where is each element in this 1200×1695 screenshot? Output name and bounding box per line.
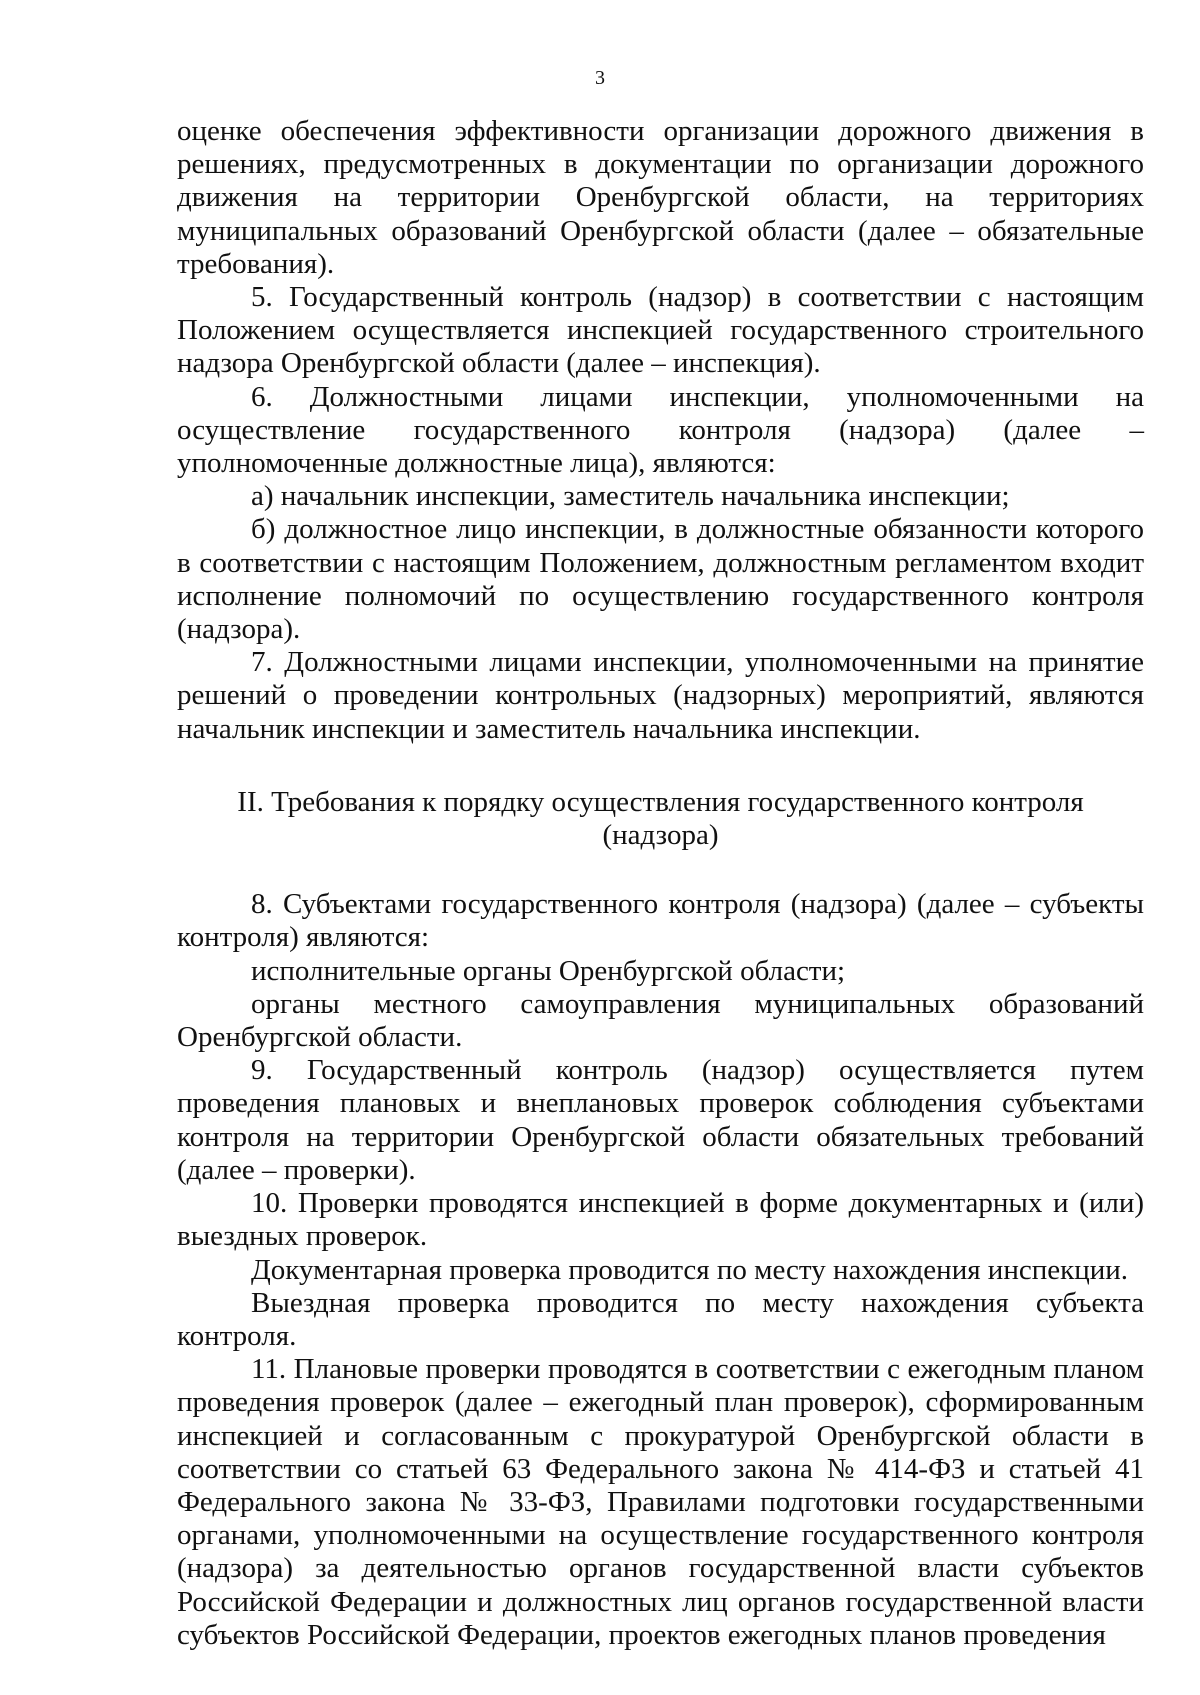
- paragraph-8: 8. Субъектами государственного контроля (надзора) (далее – субъекты контроля) являются:: [177, 888, 1144, 954]
- paragraph-6a: а) начальник инспекции, заместитель начальника инспекции;: [251, 480, 1010, 513]
- section-heading: II. Требования к порядку осуществления государственного контроля (надзора): [237, 785, 1084, 852]
- document-body: [177, 115, 1144, 1652]
- paragraph-8-item-2: органы местного самоуправления муниципальных образований Оренбургской области.: [177, 987, 1144, 1054]
- paragraph-continuation: оценке обеспечения эффективности организации дорожного движения в решениях, предусмотренных в документации по организации дорожного движения на территории Оренбургской области, на территориях муниципальных образований Оренбургской области (далее – обязательные требования).: [177, 115, 1144, 280]
- paragraph-10-documentary: Документарная проверка проводится по месту нахождения инспекции.: [251, 1253, 1129, 1286]
- paragraph-9: 9. Государственный контроль (надзор) осуществляется путем проведения плановых и внеплановых проверок соблюдения субъектами контроля на территории Оренбургской области обязательных требований (далее – проверки).: [177, 1054, 1144, 1186]
- paragraph-10: 10. Проверки проводятся инспекцией в форме документарных и (или) выездных проверок.: [177, 1187, 1144, 1253]
- paragraph-5: 5. Государственный контроль (надзор) в соответствии с настоящим Положением осуществляется инспекцией государственного строительного надзора Оренбургской области (далее – инспекция).: [177, 281, 1144, 380]
- page-number: 3: [595, 67, 605, 89]
- paragraph-7: 7. Должностными лицами инспекции, уполномоченными на принятие решений о проведении контрольных (надзорных) мероприятий, являются начальник инспекции и заместитель начальника инспекции.: [177, 646, 1144, 745]
- paragraph-6: 6. Должностными лицами инспекции, уполномоченными на осуществление государственного контроля (надзора) (далее – уполномоченные должностные лица), являются:: [177, 380, 1144, 480]
- paragraph-11: 11. Плановые проверки проводятся в соответствии с ежегодным планом проведения проверок (далее – ежегодный план проверок), сформированным инспекцией и согласованным с прокуратурой Оренбургской области в соответствии со статьей 63 Федерального закона № 414-ФЗ и статьей 41 Федерального закона № 33-ФЗ, Правилами подготовки государственными органами, уполномоченными на осуществление государственного контроля (надзора) за деятельностью органов государственной власти субъектов Российской Федерации и должностных лиц органов государственной власти субъектов Российской Федерации, проектов ежегодных планов проведения: [177, 1353, 1144, 1651]
- spacer: [177, 852, 1144, 888]
- paragraph-6b: б) должностное лицо инспекции, в должностные обязанности которого в соответствии с настоящим Положением, должностным регламентом входит исполнение полномочий по осуществлению государственного контроля (надзора).: [177, 513, 1144, 646]
- paragraph-8-item-1: исполнительные органы Оренбургской области;: [251, 954, 846, 987]
- spacer: [177, 746, 1144, 786]
- paragraph-10-onsite: Выездная проверка проводится по месту нахождения субъекта контроля.: [177, 1286, 1144, 1352]
